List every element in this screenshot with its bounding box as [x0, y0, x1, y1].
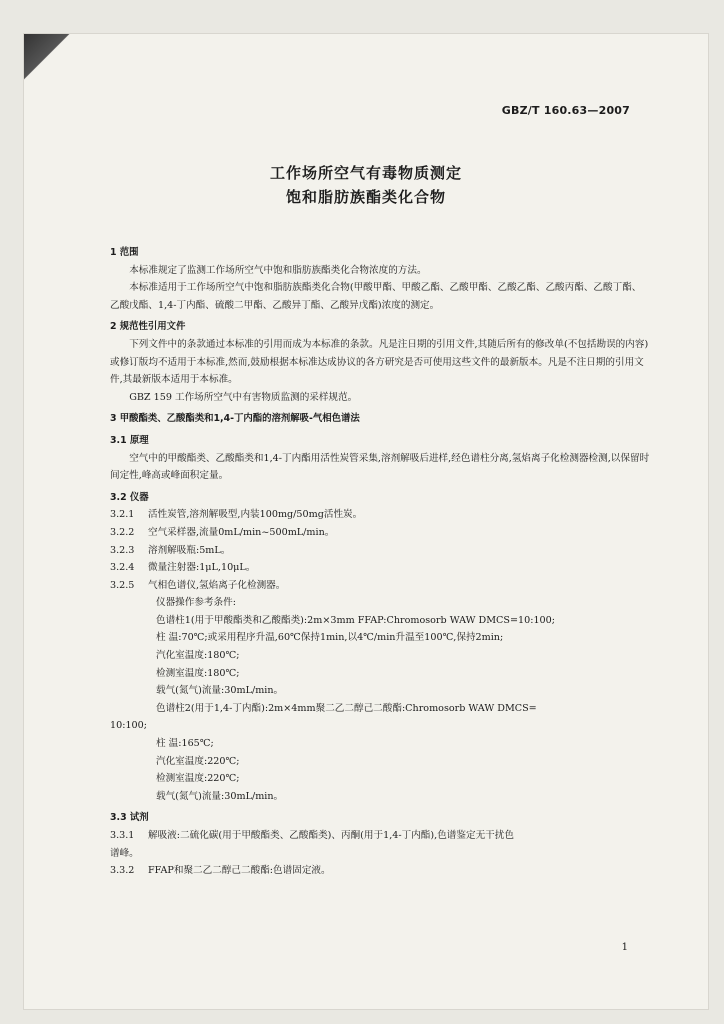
- condition-line: 色谱柱2(用于1,4-丁内酯):2m×4mm聚二乙二醇己二酸酯:Chromosorb WAW DMCS=: [156, 702, 537, 714]
- condition-line: 检测室温度:220℃;: [156, 773, 240, 785]
- condition-line: 仪器操作参考条件:: [156, 597, 236, 609]
- condition-line: 载气(氮气)流量:30mL/min。: [156, 790, 284, 802]
- condition-line: 10:100;: [110, 720, 147, 732]
- condition-line: 汽化室温度:220℃;: [156, 755, 240, 767]
- condition-line: 柱 温:70℃;或采用程序升温,60℃保持1min,以4℃/min升温至100℃,保持2min;: [156, 632, 504, 644]
- list-item: 3.2.3 溶剂解吸瓶:5mL。: [110, 544, 231, 556]
- standard-number: GBZ/T 160.63—2007: [501, 104, 630, 117]
- paragraph: 本标准适用于工作场所空气中饱和脂肪族酯类化合物(甲酸甲酯、甲酸乙酯、乙酸甲酯、乙酸乙酯、乙酸丙酯、乙酸丁酯、乙酸戊酯、1,4-丁内酯、硫酸二甲酯、乙酸异丁酯、乙酸异戊酯)浓度的测定。: [110, 282, 642, 311]
- document-body: [110, 240, 650, 880]
- condition-line: 柱 温:165℃;: [156, 738, 214, 750]
- condition-line: 检测室温度:180℃;: [156, 667, 240, 679]
- list-item: 3.2.4 微量注射器:1μL,10μL。: [110, 562, 256, 574]
- page-title: 工作场所空气有毒物质测定: [269, 164, 462, 182]
- list-item: 3.2.2 空气采样器,流量0mL/min~500mL/min。: [110, 526, 335, 538]
- section-heading: 3 甲酸酯类、乙酸酯类和1,4-丁内酯的溶剂解吸-气相色谱法: [110, 413, 360, 425]
- section-heading: 1 范围: [110, 247, 139, 258]
- condition-line: 色谱柱1(用于甲酸酯类和乙酸酯类):2m×3mm FFAP:Chromosorb WAW DMCS=10:100;: [156, 614, 555, 626]
- paragraph: GBZ 159 工作场所空气中有害物质监测的采样规范。: [129, 391, 358, 403]
- document-page: [24, 34, 708, 1009]
- list-item: 3.3.1 解吸液:二硫化碳(用于甲酸酯类、乙酸酯类)、丙酮(用于1,4-丁内酯),色谱鉴定无干扰色: [110, 830, 514, 841]
- condition-line: 汽化室温度:180℃;: [156, 650, 240, 662]
- paragraph: 本标准规定了监测工作场所空气中饱和脂肪族酯类化合物浓度的方法。: [129, 264, 427, 276]
- list-item: 3.3.2 FFAP和聚二乙二醇己二酸酯:色谱固定液。: [110, 865, 331, 877]
- subsection-heading: 3.1 原理: [110, 434, 149, 446]
- list-item-continuation: 谱峰。: [110, 847, 139, 859]
- scan-corner: [24, 34, 80, 90]
- paragraph: 空气中的甲酸酯类、乙酸酯类和1,4-丁内酯用活性炭管采集,溶剂解吸后进样,经色谱柱分离,氢焰离子化检测器检测,以保留时间定性,峰高或峰面积定量。: [110, 452, 650, 482]
- list-item: 3.2.5 气相色谱仪,氢焰离子化检测器。: [110, 579, 286, 591]
- section-heading: 2 规范性引用文件: [110, 321, 186, 333]
- paragraph: 下列文件中的条款通过本标准的引用而成为本标准的条款。凡是注日期的引用文件,其随后所有的修改单(不包括勘误的内容)或修订版均不适用于本标准,然而,鼓励根据本标准达成协议的各方研究是否可使用这些文件的最新版本。凡是不注日期的引用文件,其最新版本适用于本标准。: [110, 338, 649, 386]
- list-item: 3.2.1 活性炭管,溶剂解吸型,内装100mg/50mg活性炭。: [110, 509, 363, 521]
- condition-line: 载气(氮气)流量:30mL/min。: [156, 685, 284, 697]
- subsection-heading: 3.3 试剂: [110, 812, 149, 824]
- page-number: 1: [621, 942, 628, 953]
- subsection-heading: 3.2 仪器: [110, 491, 149, 503]
- page-subtitle: 饱和脂肪族酯类化合物: [285, 188, 446, 206]
